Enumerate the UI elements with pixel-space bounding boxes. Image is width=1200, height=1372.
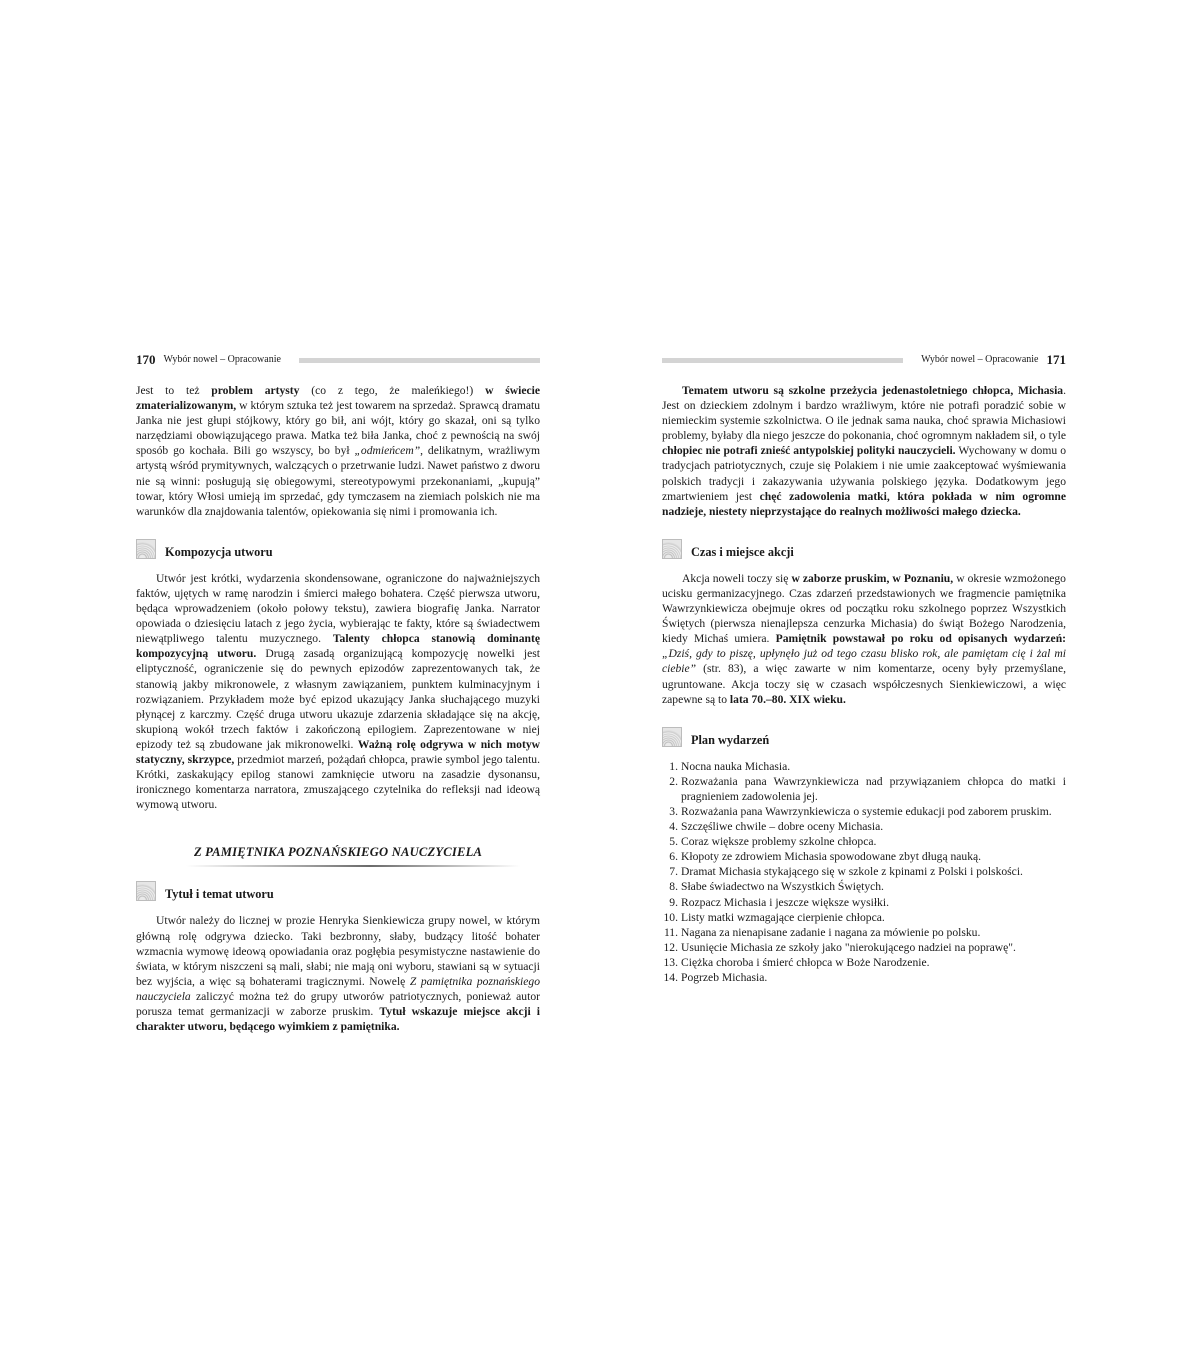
text-run: przedmiot marzeń, pożądań chłopca, prawie symbol jego talentu. Krótki, zaskakujący epilog stanowi zamknięcie utworu na zasadzie dysonansu, ironicznego komentarza narratora, zmuszającego czytelnika do refleksji nad ideową wymową utworu. — [136, 752, 540, 812]
item-number: 1. — [669, 759, 678, 773]
list-item — [662, 849, 1066, 864]
item-text: Dramat Michasia stykającego się w szkole z kpinami z Polski i polskości. — [681, 865, 1023, 879]
list-item — [662, 970, 1066, 985]
item-number: 8. — [669, 880, 678, 894]
italic-run: Z pamiętnika poznańskiego nauczyciela — [136, 974, 540, 1003]
italic-run: „odmieńcem” — [354, 444, 421, 458]
bold-run: chłopiec nie potrafi znieść antypolskiej polityki nauczycieli. — [662, 444, 956, 458]
item-number: 13. — [663, 955, 678, 969]
plan-list — [662, 759, 1066, 985]
item-number: 4. — [669, 820, 678, 834]
item-text: Kłopoty ze zdrowiem Michasia spowodowane zbyt długą nauką. — [681, 850, 982, 864]
section-heading — [662, 723, 1066, 747]
item-number: 5. — [669, 835, 678, 849]
item-text: Ciężka choroba i śmierć chłopca w Boże Narodzenie. — [681, 955, 930, 969]
list-item — [662, 759, 1066, 774]
item-text: Usunięcie Michasia ze szkoły jako "nierokującego nadziei na poprawę". — [681, 940, 1016, 954]
bold-run: Talenty chłopca stanowią dominantę kompozycyjną utworu. — [136, 632, 540, 661]
left-page — [136, 352, 540, 1034]
bold-run: lata 70.–80. XIX wieku. — [729, 692, 846, 706]
text-run: , delikatnym, wrażliwym artystą wśród prymitywnych, walczących o przetrwanie ludzi. Nawet państwo z dworu nie są winni: posługują się obiegowymi, stereotypowymi przekonaniami, „kupują” towar, który Włosi umieją im sprzedać, gdy tymczasem na ziemiach polskich nie ma warunków dla znajdowania talentów, opiekowania się nimi i promowania ich. — [136, 444, 540, 518]
page-number: 171 — [1046, 352, 1066, 368]
item-number: 10. — [663, 910, 678, 924]
bold-run: chęć zadowolenia matki, która pokłada w nim ogromne nadzieje, niestety nieprzystające do realnych możliwości małego dziecka. — [662, 489, 1066, 518]
section-marker-icon — [662, 727, 682, 747]
section-marker-icon — [136, 881, 156, 901]
section-title: Kompozycja utworu — [165, 544, 273, 559]
section-title: Tytuł i temat utworu — [165, 887, 274, 902]
item-number: 3. — [669, 804, 678, 818]
right-page — [662, 352, 1066, 985]
intro-paragraph — [136, 383, 540, 519]
section-title: Czas i miejsce akcji — [691, 544, 794, 559]
running-header — [136, 352, 540, 368]
header-bar — [662, 358, 903, 363]
bold-run: Tytuł wskazuje miejsce akcji i charakter utworu, będącego wyimkiem z pamiętnika. — [136, 1005, 540, 1034]
header-bar — [299, 358, 540, 363]
text-run: Wychowany w domu o tradycjach patriotycznych, czuje się Polakiem i nie umie zaakceptować wyśmiewania polskich tradycji i zakazywania używania polskiego języka. Dodatkowym jego zmartwieniem jest — [662, 444, 1066, 503]
item-text: Nagana za nienapisane zadanie i nagana za mówienie po polsku. — [681, 925, 981, 939]
bold-run: Ważną rolę odgrywa w nich motyw statyczny, skrzypce, — [136, 737, 540, 766]
page-number: 170 — [136, 352, 156, 368]
intro-paragraph — [662, 383, 1066, 519]
text-run: zaliczyć można też do grupy utworów patriotycznych, ponieważ autor porusza temat germanizacji w zaborze pruskim. — [136, 989, 540, 1018]
bold-run: Tematem utworu są szkolne przeżycia jedenastoletniego chłopca, Michasia — [682, 384, 1064, 397]
chapter-title: Z PAMIĘTNIKA POZNAŃSKIEGO NAUCZYCIELA — [193, 845, 483, 860]
section-title: Plan wydarzeń — [691, 732, 770, 747]
section-paragraph — [662, 571, 1066, 707]
list-item — [662, 955, 1066, 970]
section-heading — [136, 877, 540, 901]
item-text: Rozpacz Michasia i jeszcze większe wysiłki. — [681, 895, 889, 909]
list-item — [662, 774, 1066, 804]
list-item — [662, 864, 1066, 879]
chapter-rule — [186, 865, 520, 867]
list-item — [662, 925, 1066, 940]
list-item — [662, 940, 1066, 955]
list-item — [662, 910, 1066, 925]
text-run: Akcja noweli toczy się — [682, 571, 792, 585]
section-marker-icon — [662, 539, 682, 559]
item-number: 2. — [669, 774, 678, 788]
item-number: 14. — [663, 971, 678, 984]
running-header — [662, 352, 1066, 368]
text-run: Utwór należy do licznej w prozie Henryka Sienkiewicza grupy nowel, w którym główną rolę odgrywa dziecko. Taki bezbronny, słaby, budzący litość bohater wzmacnia wymowę ideową opowiadania oraz pogłębia pesymistyczne nastawienie do świata, w którym niszczeni są mali, słabi; nie mają oni wyboru, stawiani są w sytuacji bez wyjścia, a więc są bohaterami tragicznymi. Nowelę — [136, 914, 540, 988]
item-text: Pogrzeb Michasia. — [681, 971, 768, 984]
section-paragraph — [136, 913, 540, 1034]
section-heading — [662, 535, 1066, 559]
text-run: . Jest on dzieckiem zdolnym i bardzo wrażliwym, które nie potrafi poradzić sobie w niemieckim systemie szkolnictwa. O ile jednak sama nauka, choć sprawia Michasiowi problemy, byłaby dla niego jeszcze do pokonania, choć ogromnym nakładem sił, o tyle — [662, 384, 1066, 443]
list-item — [662, 895, 1066, 910]
italic-run: „Dziś, gdy to piszę, upłynęło już od tego czasu blisko rok, ale pamiętam cię i żal mi ciebie” — [662, 647, 1066, 676]
bold-run: problem artysty — [211, 384, 300, 397]
item-text: Rozważania pana Wawrzynkiewicza o systemie edukacji pod zaborem pruskim. — [681, 804, 1052, 818]
bold-run: w zaborze pruskim, w Poznaniu, — [791, 571, 954, 585]
text-run: Jest to też — [136, 384, 212, 397]
item-text: Szczęśliwe chwile – dobre oceny Michasia. — [681, 820, 884, 834]
running-title: Wybór nowel – Opracowanie — [163, 354, 281, 366]
item-number: 7. — [669, 865, 678, 879]
text-run: w okresie wzmożonego ucisku germanizacyjnego. Czas zdarzeń przedstawionych we fragmencie pamiętnika Wawrzynkiewicza obejmuje okres od początku roku szkolnego poprzez Wszystkich Świętych (pierwsza nienajlepsza cenzurka Michasia) do świąt Bożego Narodzenia, kiedy Michaś umiera. — [662, 571, 1066, 646]
section-heading — [136, 535, 540, 559]
list-item — [662, 819, 1066, 834]
text-run: Drugą zasadą organizującą kompozycję nowelki jest eliptyczność, ograniczenie się do pewnych epizodów zaprezentowanych tak, że stanowią jakby mikronowele, z własnym zawiązaniem, punktem kulminacyjnym i rozwiązaniem. Przykładem może być epizod ukazujący Janka słuchającego muzyki płynącej z karczmy. Część druga utworu ukazuje zdarzenia składające się na akcję, skupioną wokół trzech faktów i zakończoną epilogiem. Zaprezentowane w niej epizody też są zbudowane jak mikronowelki. — [136, 647, 540, 751]
item-number: 12. — [663, 940, 678, 954]
text-run: (str. 83), a więc zawarte w nim komentarze, oceny były przemyślane, ugruntowane. Akcja toczy się w czasach współczesnych Sienkiewiczowi, a więc zapewne są to — [662, 662, 1066, 706]
item-text: Nocna nauka Michasia. — [681, 759, 791, 773]
text-run: w którym sztuka też jest towarem na sprzedaż. Sprawcą dramatu Janka nie jest głupi stójkowy, który go bił, ani wójt, który go skazał, oni są tylko narzędziami obowiązującego prawa. Matka też biła Janka, choć z pewnością na swój sposób go kochała. Bili go wszyscy, bo był — [136, 399, 540, 458]
list-item — [662, 879, 1066, 894]
section-marker-icon — [136, 539, 156, 559]
section-paragraph — [136, 571, 540, 813]
list-item — [662, 834, 1066, 849]
item-text: Słabe świadectwo na Wszystkich Świętych. — [681, 880, 884, 894]
item-number: 11. — [663, 925, 678, 939]
item-text: Coraz większe problemy szkolne chłopca. — [681, 835, 877, 849]
text-run: (co z tego, że maleńkiego!) — [299, 384, 486, 397]
item-text: Rozważania pana Wawrzynkiewicza nad przywiązaniem chłopca do matki i pragnieniem zadowolenia jej. — [681, 774, 1066, 803]
item-number: 9. — [669, 895, 678, 909]
bold-run: Pamiętnik powstawał po roku od opisanych wydarzeń: — [775, 632, 1067, 646]
text-run: Utwór jest krótki, wydarzenia skondensowane, ograniczone do najważniejszych faktów, ujętych w ramę narodzin i śmierci małego bohatera. Część pierwsza utworu, będąca wprowadzeniem (około połowy tekstu), zawiera biografię Janka. Narrator opowiada o dziesięciu latach z jego życia, wybierając te fakty, które są świadectwem niewątpliwego talentu muzycznego. — [136, 571, 540, 646]
running-title: Wybór nowel – Opracowanie — [921, 354, 1039, 366]
item-text: Listy matki wzmagające cierpienie chłopca. — [681, 910, 885, 924]
list-item — [662, 804, 1066, 819]
item-number: 6. — [669, 850, 678, 864]
bold-run: w świecie zmaterializowanym, — [136, 384, 540, 413]
